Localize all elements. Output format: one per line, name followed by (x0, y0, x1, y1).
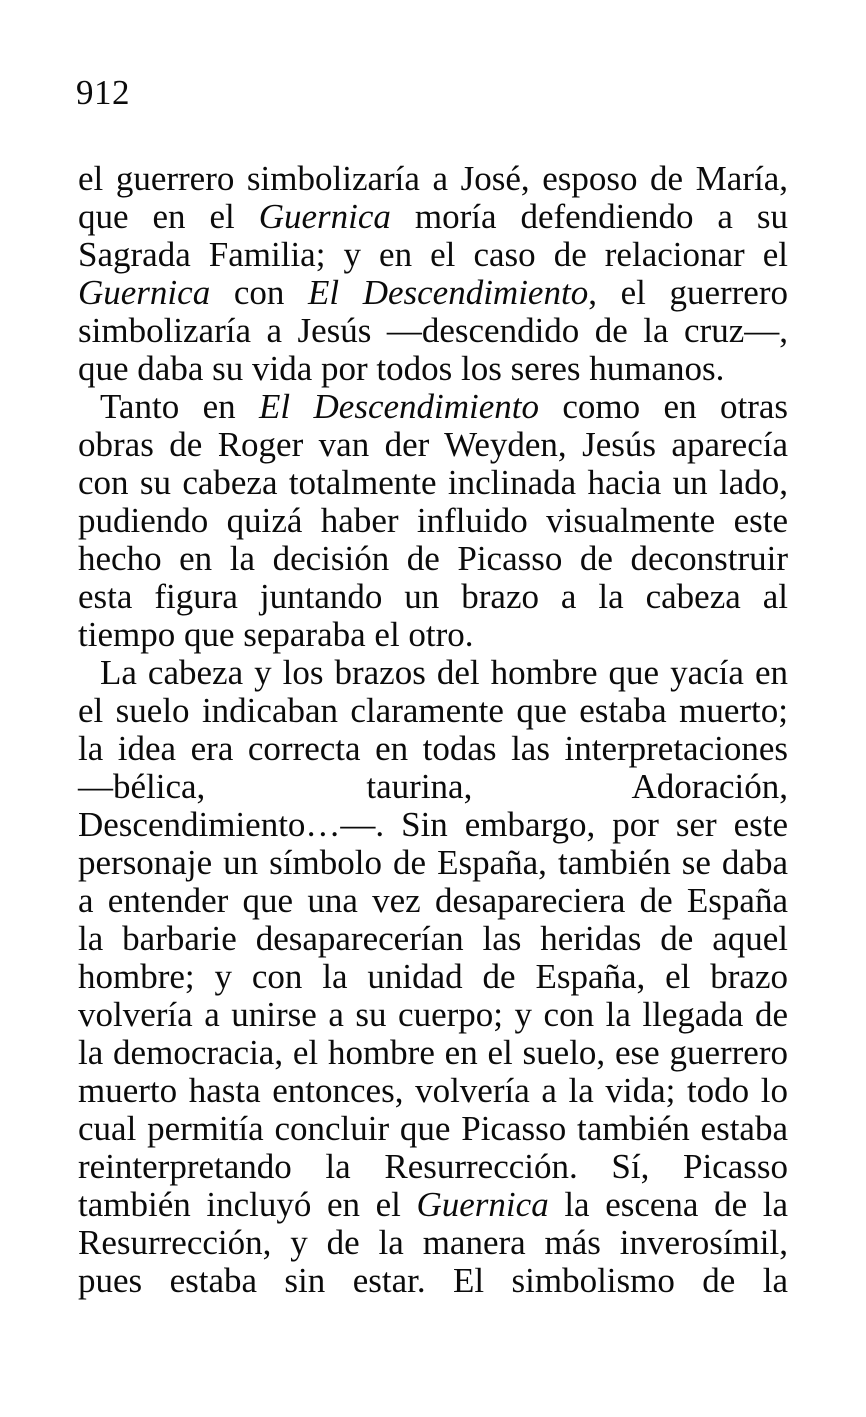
text-segment: volvería a unirse a su cuerpo; y con la llegada de (78, 995, 788, 1034)
paragraph (78, 654, 788, 1300)
text-line (78, 730, 788, 768)
text-segment: hombre; y con la unidad de España, el brazo (78, 957, 788, 996)
text-segment: personaje un símbolo de España, también se daba (78, 843, 788, 882)
text-line (78, 426, 788, 464)
text-line (78, 464, 788, 502)
text-line (78, 1186, 788, 1224)
text-segment: obras de Roger van der Weyden, Jesús aparecía (78, 425, 788, 464)
text-segment: hecho en la decisión de Picasso de deconstruir (78, 539, 788, 578)
text-line (78, 882, 788, 920)
italic-text-segment: El Descendimiento (259, 387, 539, 426)
text-segment: pues estaba sin estar. El simbolismo de la (78, 1261, 788, 1300)
text-line (78, 312, 788, 350)
text-segment: Resurrección, y de la manera más inverosímil, (78, 1223, 788, 1262)
text-line (78, 236, 788, 274)
text-segment: también incluyó en el (78, 1185, 417, 1224)
text-line (78, 654, 788, 692)
text-segment: tiempo que separaba el otro. (78, 615, 474, 654)
text-line (78, 1224, 788, 1262)
text-line (78, 1034, 788, 1072)
text-segment: la escena de la (548, 1185, 788, 1224)
text-segment: esta figura juntando un brazo a la cabeza al (78, 577, 788, 616)
text-segment: con su cabeza totalmente inclinada hacia un lado, (78, 463, 788, 502)
text-segment: el suelo indicaban claramente que estaba muerto; (78, 691, 788, 730)
text-segment: que daba su vida por todos los seres humanos. (78, 349, 725, 388)
italic-text-segment: El Descendimiento (307, 273, 589, 312)
text-line (78, 1110, 788, 1148)
text-line (78, 160, 788, 198)
text-segment: que en el (78, 197, 259, 236)
text-segment: Sagrada Familia; y en el caso de relacionar el (78, 235, 788, 274)
page-number: 912 (76, 73, 130, 112)
text-segment: simbolizaría a Jesús —descendido de la cruz—, (78, 311, 788, 350)
text-segment: el guerrero simbolizaría a José, esposo de María, (78, 159, 788, 198)
text-line (78, 578, 788, 616)
text-line (78, 388, 788, 426)
italic-text-segment: Guernica (78, 273, 211, 312)
text-segment: , el guerrero (588, 273, 788, 312)
text-segment: pudiendo quizá haber influido visualmente este (78, 501, 788, 540)
text-line (78, 806, 788, 844)
text-line (78, 1262, 788, 1300)
text-segment: Tanto en (100, 387, 260, 426)
text-segment: La cabeza y los brazos del hombre que yacía en (100, 653, 788, 692)
text-segment: la barbarie desaparecerían las heridas de aquel (78, 919, 788, 958)
text-segment: la democracia, el hombre en el suelo, ese guerrero (78, 1033, 788, 1072)
text-line (78, 958, 788, 996)
text-line (78, 502, 788, 540)
text-line (78, 540, 788, 578)
text-line (78, 1072, 788, 1110)
text-line (78, 198, 788, 236)
text-segment: moría defendiendo a su (390, 197, 789, 236)
text-line (78, 350, 788, 388)
text-line (78, 274, 788, 312)
italic-text-segment: Guernica (416, 1185, 549, 1224)
text-segment: cual permitía concluir que Picasso también estaba (78, 1109, 788, 1148)
text-segment: reinterpretando la Resurrección. Sí, Picasso (78, 1147, 788, 1186)
text-segment: —bélica, taurina, Adoración, (78, 767, 788, 806)
text-line (78, 996, 788, 1034)
text-line (78, 616, 788, 654)
text-line (78, 768, 788, 806)
text-segment: muerto hasta entonces, volvería a la vida; todo lo (78, 1071, 788, 1110)
text-segment: a entender que una vez desapareciera de España (78, 881, 788, 920)
text-segment: con (210, 273, 308, 312)
text-segment: como en otras (539, 387, 788, 426)
paragraph (78, 388, 788, 654)
text-line (78, 692, 788, 730)
text-block (78, 160, 788, 1300)
text-line (78, 1148, 788, 1186)
paragraph (78, 160, 788, 388)
italic-text-segment: Guernica (258, 197, 391, 236)
text-segment: la idea era correcta en todas las interpretaciones (78, 729, 788, 768)
text-line (78, 920, 788, 958)
text-line (78, 844, 788, 882)
text-segment: Descendimiento…—. Sin embargo, por ser este (78, 805, 788, 844)
